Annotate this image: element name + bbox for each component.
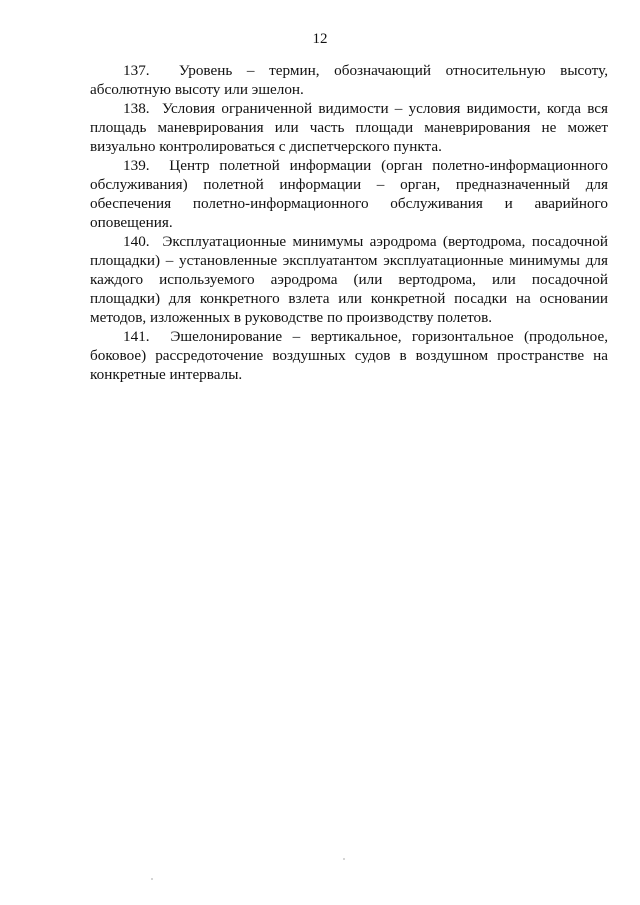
item-number: 137. — [123, 62, 150, 79]
document-body — [90, 61, 608, 384]
scan-speck — [343, 858, 345, 860]
item-number: 138. — [123, 100, 150, 117]
item-number: 141. — [123, 328, 150, 345]
definition-item-140 — [90, 232, 608, 327]
definition-item-137 — [90, 61, 608, 99]
item-text: Центр полетной информации (орган полетно-информационного обслуживания) полетной информации – орган, предназначенный для обеспечения полетно-информационного обслуживания и аварийного оповещения. — [90, 157, 608, 231]
page-number: 12 — [312, 31, 328, 47]
item-number: 139. — [123, 157, 150, 174]
definition-item-141 — [90, 327, 608, 384]
item-number: 140. — [123, 233, 150, 250]
item-text: Эксплуатационные минимумы аэродрома (вертодрома, посадочной площадки) – установленные эксплуатантом эксплуатационные минимумы для каждого используемого аэродрома (или вертодрома, или посадочной площадки) для конкретного взлета или конкретной посадки на основании методов, изложенных в руководстве по производству полетов. — [90, 233, 609, 326]
item-text: Условия ограниченной видимости – условия видимости, когда вся площадь маневрирования или часть площади маневрирования не может визуально контролироваться с диспетчерского пункта. — [90, 100, 609, 155]
item-text: Уровень – термин, обозначающий относительную высоту, абсолютную высоту или эшелон. — [90, 62, 608, 98]
item-text: Эшелонирование – вертикальное, горизонтальное (продольное, боковое) рассредоточение воздушных судов в воздушном пространстве на конкретные интервалы. — [90, 328, 608, 383]
definition-item-138 — [90, 99, 608, 156]
scan-speck — [151, 878, 153, 880]
definition-item-139 — [90, 156, 608, 232]
